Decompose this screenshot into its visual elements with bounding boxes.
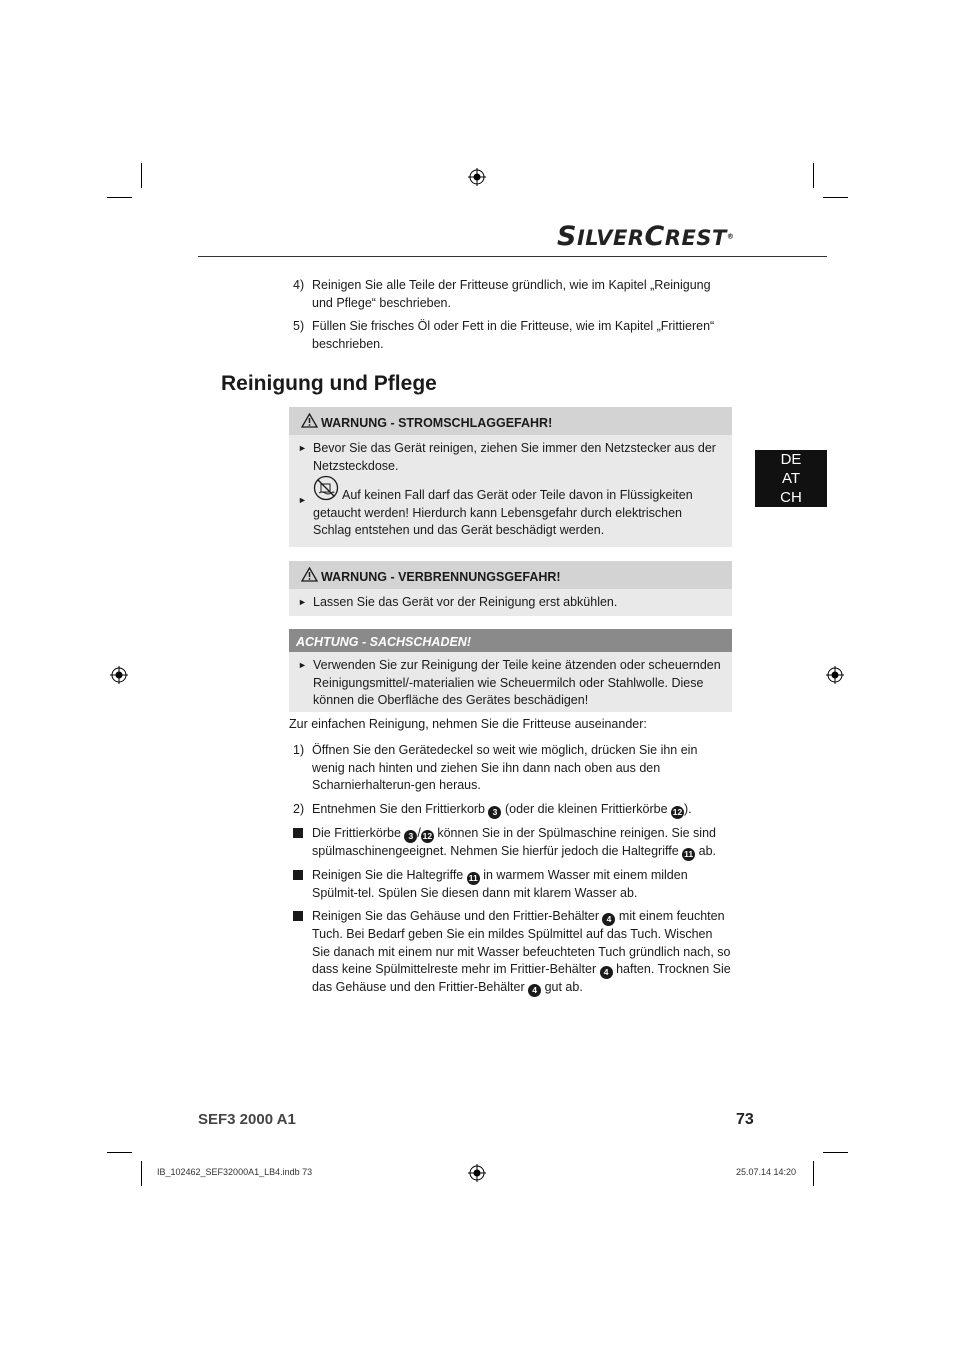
footer-model: SEF3 2000 A1 (198, 1111, 296, 1128)
ref-container-icon: 4 (600, 966, 613, 979)
slug-date: 25.07.14 14:20 (736, 1167, 797, 1177)
header-rule (198, 256, 827, 257)
registration-mark-icon (826, 666, 844, 684)
crop-mark (141, 1161, 142, 1186)
warning-triangle-icon (301, 567, 318, 582)
arrow-bullet-icon: ► (298, 597, 307, 607)
ref-handles-icon: 11 (684, 849, 694, 859)
crop-mark (823, 197, 848, 198)
intro-text: Zur einfachen Reinigung, nehmen Sie die Fritteuse auseinander: (289, 717, 647, 731)
warning-electric-bullet-2: ► Auf keinen Fall darf das Gerät oder Teile davon in Flüssigkeiten getaucht werden! Hierdurch kann Lebensgefahr durch elektrischen Schlag entstehen und das Gerät beschädigt werden. (289, 475, 732, 540)
caution-title: ACHTUNG - SACHSCHADEN! (296, 635, 471, 649)
step-4: 4) Reinigen Sie alle Teile der Fritteuse gründlich, wie im Kapitel „Reinigung und Pflege“ beschrieben. (293, 278, 711, 310)
square-bullet-icon (293, 911, 303, 921)
warning-electric-bullet-1: ► Bevor Sie das Gerät reinigen, ziehen Sie immer den Netzstecker aus der Netzsteckdose. (298, 441, 716, 473)
crop-mark (813, 1161, 814, 1186)
ref-container-icon: 4 (602, 913, 615, 926)
warning-triangle-icon (301, 413, 318, 428)
step-2: 2) Entnehmen Sie den Frittierkorb 3 (oder die kleinen Frittierkörbe 12 ). (293, 802, 692, 817)
ref-basket-icon: 3 (488, 806, 501, 819)
slug-file: IB_102462_SEF32000A1_LB4.indb 73 (157, 1167, 313, 1177)
crop-mark (107, 197, 132, 198)
warning-electric-box (289, 407, 732, 547)
bullet-handles: Reinigen Sie die Haltegriffe 11 in warmem Wasser mit einem milden Spülmit-tel. Spülen Sie diesen dann mit klarem Wasser ab. (293, 867, 733, 903)
arrow-bullet-icon: ► (298, 660, 307, 670)
warning-burn-box (289, 561, 732, 616)
language-tab: DE AT CH (755, 450, 827, 507)
caution-bullet-1: ► Verwenden Sie zur Reinigung der Teile keine ätzenden oder scheuernden Reinigungsmittel/-materialien wie Scheuermilch oder Stahlwolle. Diese können die Oberfläche des Gerätes beschädigen! (298, 658, 721, 707)
arrow-bullet-icon: ► (298, 443, 307, 453)
registration-mark-icon (468, 168, 486, 186)
step-5: 5) Füllen Sie frisches Öl oder Fett in die Fritteuse, wie im Kapitel „Frittieren“ beschrieben. (293, 319, 715, 351)
caution-box (289, 629, 732, 712)
registration-mark-icon (110, 666, 128, 684)
brand-logo: SILVERCREST® (557, 221, 735, 252)
warning-burn-title: WARNUNG - VERBRENNUNGSGEFAHR! (321, 570, 561, 584)
no-immersion-icon (313, 475, 339, 501)
step-1: 1) Öffnen Sie den Gerätedeckel so weit wie möglich, drücken Sie ihn ein wenig nach hinten und ziehen Sie ihn dann nach oben aus den Scharnierhalterun-gen heraus. (293, 743, 698, 792)
ref-container-icon: 4 (528, 984, 541, 997)
registration-mark-icon (468, 1164, 486, 1182)
ref-small-baskets-icon: 12 (422, 831, 433, 841)
bullet-dishwasher: Die Frittierkörbe 3 / 12 können Sie in der Spülmaschine reinigen. Sie sind spülmaschinengeeignet. Nehmen Sie hierfür jedoch die Haltegriffe 11 ab. (293, 825, 733, 861)
warning-burn-bullet-1: ► Lassen Sie das Gerät vor der Reinigung erst abkühlen. (289, 594, 732, 612)
page-number: 73 (736, 1111, 754, 1128)
arrow-bullet-icon: ► (298, 495, 307, 505)
crop-mark (823, 1152, 848, 1153)
crop-mark (107, 1152, 132, 1153)
crop-mark (141, 163, 142, 188)
ref-handles-icon: 11 (468, 873, 478, 883)
crop-mark (813, 163, 814, 188)
square-bullet-icon (293, 828, 303, 838)
bullet-housing: Reinigen Sie das Gehäuse und den Frittier-Behälter 4 mit einem feuchten Tuch. Bei Bedarf geben Sie ein mildes Spülmittel auf das Tuch. Wischen Sie danach mit einem nur mit Wasser befeuchteten Tuch gründlich nach, so dass keine Spülmittelreste mehr im Frittier-Behälter 4 haften. Trocknen Sie das Gehäuse und den Frittier-Behälter 4 gut ab. (293, 908, 733, 997)
ref-basket-icon: 3 (404, 830, 417, 843)
section-title: Reinigung und Pflege (221, 372, 437, 395)
ref-small-baskets-icon: 12 (672, 807, 683, 817)
warning-electric-title: WARNUNG - STROMSCHLAGGEFAHR! (321, 416, 553, 430)
square-bullet-icon (293, 870, 303, 880)
